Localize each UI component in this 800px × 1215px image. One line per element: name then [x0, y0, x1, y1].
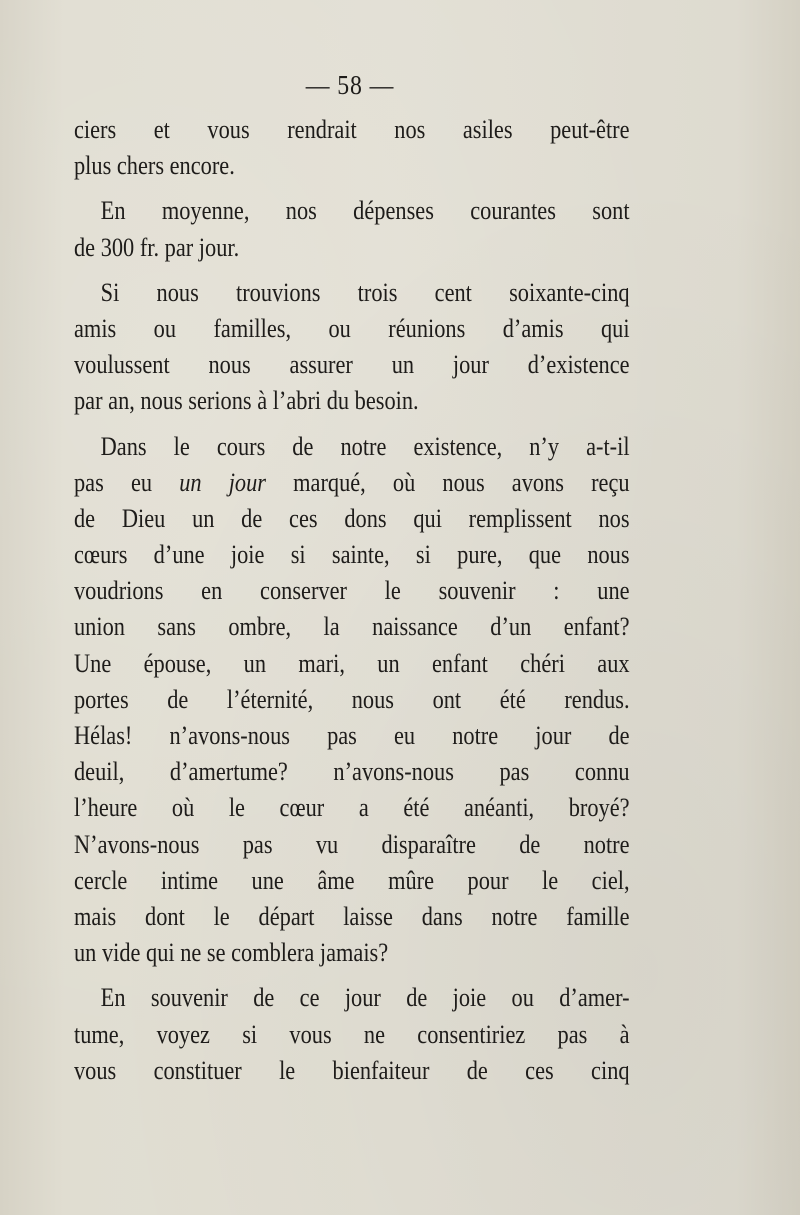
body-text — [74, 112, 630, 1089]
text-line: tume, voyez si vous ne consentiriez pas à — [74, 1019, 630, 1049]
text-line: Dans le cours de notre existence, n’y a-t-il — [100, 431, 630, 461]
text-line: de 300 fr. par jour. — [74, 232, 240, 262]
text-line: voudrions en conserver le souvenir : une — [74, 576, 630, 606]
paragraph-3 — [74, 275, 630, 420]
paragraph-2 — [74, 193, 630, 265]
text-line: N’avons-nous pas vu disparaître de notre — [74, 829, 630, 859]
text-line: En moyenne, nos dépenses courantes sont — [100, 196, 630, 226]
text-line: mais dont le départ laisse dans notre famille — [74, 901, 630, 931]
text-line: En souvenir de ce jour de joie ou d’amer- — [100, 983, 630, 1013]
text-line: Une épouse, un mari, un enfant chéri aux — [74, 648, 630, 678]
text-line: l’heure où le cœur a été anéanti, broyé? — [74, 793, 630, 823]
paragraph-5 — [74, 980, 630, 1089]
text-line: union sans ombre, la naissance d’un enfant? — [74, 612, 630, 642]
text-line: cercle intime une âme mûre pour le ciel, — [74, 865, 630, 895]
text-line: cœurs d’une joie si sainte, si pure, que nous — [74, 540, 630, 570]
text-line-with-emphasis — [74, 465, 630, 501]
emphasized-text: un jour — [179, 467, 266, 497]
text-segment: marqué, où nous avons reçu — [265, 467, 630, 497]
text-line: vous constituer le bienfaiteur de ces cinq — [74, 1055, 630, 1085]
text-line: Si nous trouvions trois cent soixante-cinq — [100, 277, 630, 307]
page-number: — 58 — — [305, 70, 395, 100]
text-line: amis ou familles, ou réunions d’amis qui — [74, 313, 630, 343]
text-line: deuil, d’amertume? n’avons-nous pas connu — [74, 757, 630, 787]
text-line: portes de l’éternité, nous ont été rendus. — [74, 684, 630, 714]
text-line: un vide qui ne se comblera jamais? — [74, 938, 389, 968]
paragraph-4 — [74, 429, 630, 972]
text-segment: pas eu — [74, 467, 180, 497]
text-line: Hélas! n’avons-nous pas eu notre jour de — [74, 721, 630, 750]
text-line: voulussent nous assurer un jour d’existence — [74, 350, 630, 380]
text-line: plus chers encore. — [74, 151, 235, 181]
text-line: ciers et vous rendrait nos asiles peut-être — [74, 115, 630, 144]
paragraph-1 — [74, 112, 630, 184]
text-line: par an, nous serions à l’abri du besoin. — [74, 386, 419, 416]
text-line: de Dieu un de ces dons qui remplissent nos — [74, 503, 630, 533]
